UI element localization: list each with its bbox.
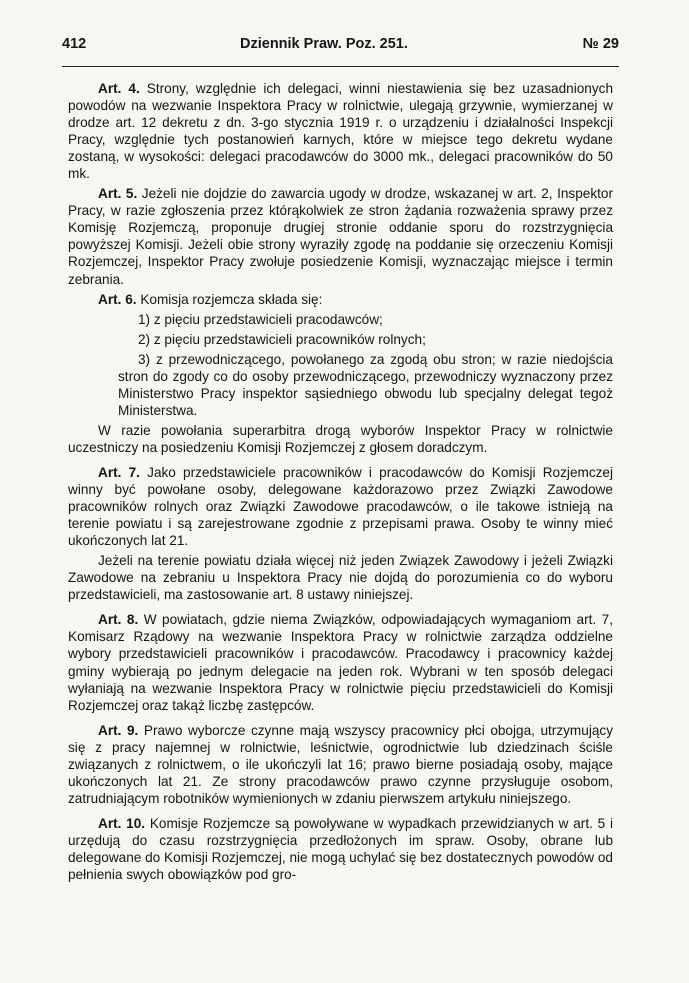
header-rule <box>62 66 619 67</box>
document-body <box>68 80 613 883</box>
page-header <box>62 36 619 58</box>
article-8 <box>68 611 613 713</box>
article-6-continuation: W razie powołania superarbitra drogą wyborów Inspektor Pracy w rolnictwie uczestniczy na posiedzeniu Komisji Rozjemczej z głosem doradczym. <box>68 422 613 455</box>
article-5 <box>68 185 613 287</box>
list-item: 1) z pięciu przedstawicieli pracodawców; <box>138 311 383 327</box>
article-4 <box>68 80 613 182</box>
article-label: Art. 8. <box>98 612 139 628</box>
article-label: Art. 5. <box>98 186 138 202</box>
article-label: Art. 6. <box>98 291 137 307</box>
article-text: Prawo wyborcze czynne mają wszyscy pracownicy płci obojga, utrzymujący się z pracy najemnej w rolnictwie, leśnictwie, ogrodnictwie lub dziedzinach ściśle związanych z rolnictwem, o ile ukończyli lat 16; prawo bierne posiadają osoby, mające ukończonych lat 21. Ze strony pracodawców prawo czynne przysługuje osobom, zatrudniającym robotników wymienionych w zdaniu pierwszem artykułu niniejszego. <box>68 722 613 806</box>
article-label: Art. 9. <box>98 722 139 738</box>
article-10 <box>68 815 613 883</box>
list-item: 3) z przewodniczącego, powołanego za zgodą obu stron; w razie niedojścia stron do zgody co do osoby przewodniczącego, przewodniczy wyznaczony przez Ministerstwo Pracy inspektor sąsiedniego obwodu lub specjalny delegat tegoż Ministerstwa. <box>118 351 613 418</box>
page-number: 412 <box>62 36 87 52</box>
article-label: Art. 10. <box>98 815 146 831</box>
article-6 <box>68 291 613 308</box>
article-text: Komisja rozjemcza składa się: <box>140 291 323 307</box>
article-text: Komisje Rozjemcze są powoływane w wypadkach przewidzianych w art. 5 i urzędują do czasu rozstrzygnięcia przedłożonych im spraw. Osoby, obrane lub delegowane do Komisji Rozjemczej, nie mogą uchylać się bez dostatecznych powodów od pełnienia swych obowiązków pod gro- <box>68 815 613 883</box>
list-item: 2) z pięciu przedstawicieli pracowników rolnych; <box>138 331 426 347</box>
article-text: Strony, względnie ich delegaci, winni niestawienia się bez uzasadnionych powodów na wezwanie Inspektora Pracy w rolnictwie, ulegają grzywnie, wymierzanej w drodze art. 12 dekretu z dn. 3-go stycznia 1919 r. o urządzeniu i działalności Inspekcji Pracy, względnie tych postanowień karnych, które w miejsce tego dekretu wydane zostaną, w wysokości: delegaci pracodawców do 3000 mk., delegaci pracowników do 50 mk. <box>68 81 613 182</box>
issue-number: № 29 <box>582 36 619 52</box>
article-text: Jako przedstawiciele pracowników i pracodawców do Komisji Rozjemczej winny być powołane osoby, delegowane każdorazowo przez Związki Zawodowe pracowników rolnych oraz Związki Zawodowe pracodawców, o ile takowe istnieją na terenie powiatu i są zarejestrowane zgodnie z przepisami prawa. Osoby te winny mieć ukończonych lat 21. <box>68 464 613 549</box>
article-7 <box>68 464 613 549</box>
article-label: Art. 7. <box>98 464 140 480</box>
article-label: Art. 4. <box>98 81 140 96</box>
article-text: Jeżeli nie dojdzie do zawarcia ugody w drodze, wskazanej w art. 2, Inspektor Pracy, w razie zgłoszenia przez którąkolwiek ze stron żądania rozważenia sprawy przez Komisję Rozjemczą, proponuje drugiej stronie oddanie sporu do rozstrzygnięcia powyższej Komisji. Jeżeli obie strony wyraziły zgodę na poddanie się orzeczeniu Komisji Rozjemczej, Inspektor Pracy zwołuje posiedzenie Komisji, wyznaczając miejsce i termin zebrania. <box>68 186 613 287</box>
article-9 <box>68 722 613 807</box>
journal-title: Dziennik Praw. Poz. 251. <box>240 36 408 52</box>
article-text: W powiatach, gdzie niema Związków, odpowiadających wymaganiom art. 7, Komisarz Rządowy na wezwanie Inspektora Pracy w rolnictwie zarządza oddzielne wybory przedstawicieli pracowników i pracodawców. Pracodawcy i pracownicy każdej gminy wybierają po jednym delegacie na jeden rok. Wybrani w ten sposób delegaci wyłaniają na wezwanie Inspektora Pracy w rolnictwie pięciu przedstawicieli do Komisji Rozjemczej oraz takąż liczbę zastępców. <box>68 612 613 713</box>
article-7-continuation: Jeżeli na terenie powiatu działa więcej niż jeden Związek Zawodowy i jeżeli Związki Zawodowe na zebraniu u Inspektora Pracy nie dojdą do porozumienia co do wyboru przedstawicieli, ma zastosowanie art. 8 ustawy niniejszej. <box>68 553 613 603</box>
